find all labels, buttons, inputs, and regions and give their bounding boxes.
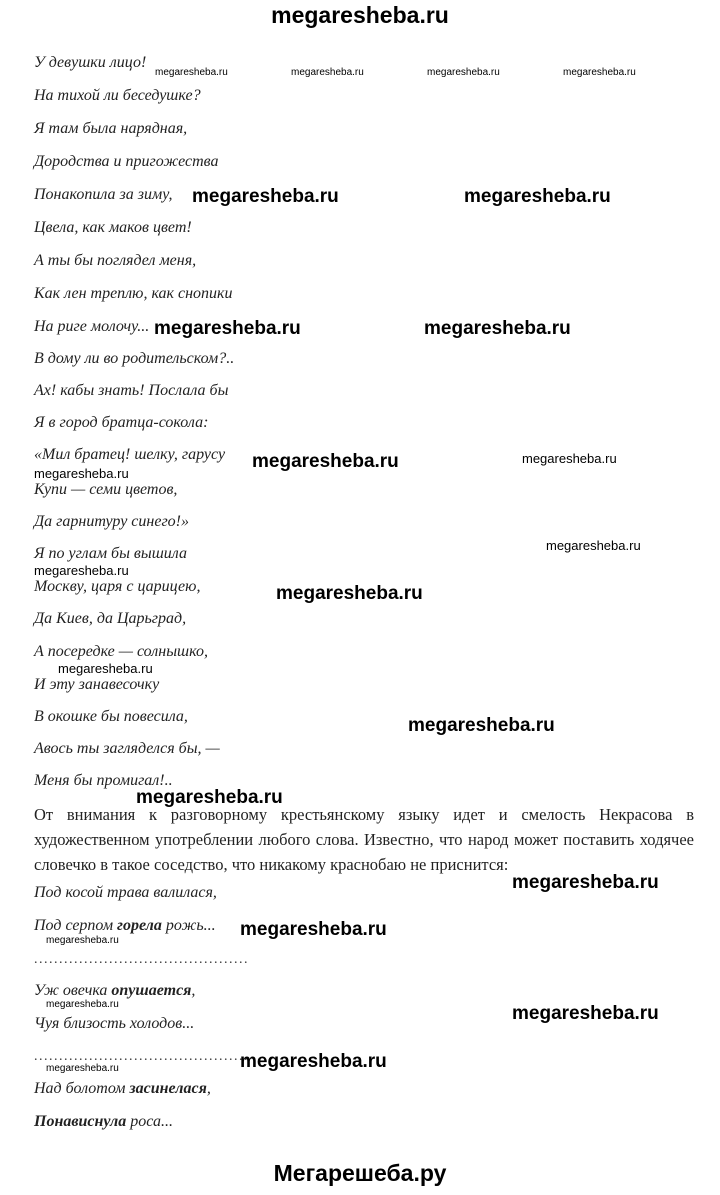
example-text: Под серпом [34, 917, 118, 934]
verse-line: Как лен треплю, как снопики [34, 285, 233, 302]
watermark: megaresheba.ru [464, 186, 611, 207]
example-emphasis: горела [117, 917, 162, 934]
example-emphasis: Понависнула [34, 1113, 127, 1130]
example-line [34, 982, 195, 1000]
example-text: Уж овечка [34, 982, 112, 999]
site-header: megaresheba.ru [271, 2, 449, 28]
example-line: Под косой трава валилася, [34, 884, 217, 901]
verse-line: Я по углам бы вышила [34, 545, 187, 562]
example-text: , [191, 982, 196, 999]
verse-line: Понакопила за зиму, [34, 186, 173, 203]
verse-line: Да Киев, да Царьград, [34, 610, 187, 627]
verse-line: А ты бы поглядел меня, [34, 252, 197, 269]
verse-line: На тихой ли беседушке? [34, 87, 201, 104]
watermark: megaresheba.ru [46, 999, 119, 1010]
verse-line: На риге молочу... [34, 318, 150, 335]
example-text: рожь... [161, 917, 216, 934]
watermark: megaresheba.ru [512, 1003, 659, 1024]
watermark: megaresheba.ru [46, 1063, 119, 1074]
watermark: megaresheba.ru [291, 67, 364, 78]
verse-line: В окошке бы повесила, [34, 708, 188, 725]
verse-line: Ах! кабы знать! Послала бы [34, 382, 229, 399]
watermark: megaresheba.ru [563, 67, 636, 78]
site-footer: Мегарешеба.ру [273, 1160, 447, 1186]
verse-line: Авось ты загляделся бы, — [34, 740, 220, 757]
example-emphasis: засинелася [129, 1080, 207, 1097]
verse-line: У девушки лицо! [34, 54, 147, 71]
example-line: Чуя близость холодов... [34, 1015, 195, 1032]
watermark: megaresheba.ru [155, 67, 228, 78]
watermark: megaresheba.ru [34, 563, 129, 578]
verse-line: Да гарнитуру синего!» [34, 513, 190, 530]
watermark: megaresheba.ru [192, 186, 339, 207]
watermark: megaresheba.ru [240, 1051, 387, 1072]
watermark: megaresheba.ru [427, 67, 500, 78]
verse-line: Дородства и пригожества [34, 153, 219, 170]
verse-line: И эту занавесочку [34, 676, 160, 693]
example-line [34, 917, 216, 935]
verse-line: А посередке — солнышко, [34, 643, 208, 660]
example-line [34, 1113, 173, 1131]
ellipsis-divider: ........................................... [34, 1049, 249, 1064]
watermark: megaresheba.ru [154, 318, 301, 339]
watermark: megaresheba.ru [276, 583, 423, 604]
verse-line: В дому ли во родительском?.. [34, 350, 235, 367]
ellipsis-divider: ........................................... [34, 952, 249, 967]
example-text: , [206, 1080, 211, 1097]
watermark: megaresheba.ru [512, 872, 659, 893]
example-text: роса... [126, 1113, 173, 1130]
watermark: megaresheba.ru [252, 451, 399, 472]
watermark: megaresheba.ru [240, 919, 387, 940]
verse-line: Я там была нарядная, [34, 120, 188, 137]
watermark: megaresheba.ru [546, 538, 641, 553]
verse-line: Цвела, как маков цвет! [34, 219, 192, 236]
verse-line: «Мил братец! шелку, гарусу [34, 446, 226, 463]
watermark: megaresheba.ru [522, 451, 617, 466]
verse-line: Купи — семи цветов, [34, 481, 178, 498]
watermark: megaresheba.ru [424, 318, 571, 339]
watermark: megaresheba.ru [34, 466, 129, 481]
example-line [34, 1080, 211, 1098]
verse-line: Я в город братца-сокола: [34, 414, 209, 431]
prose-paragraph: От внимания к разговорному крестьянскому языку идет и смелость Некрасова в художественном употреблении любого слова. Известно, что народ может поставить ходячее словечко в такое соседство, что никакому краснобаю не приснится: [34, 805, 694, 874]
watermark: megaresheba.ru [46, 935, 119, 946]
watermark: megaresheba.ru [58, 661, 153, 676]
watermark: megaresheba.ru [136, 787, 283, 808]
watermark: megaresheba.ru [408, 715, 555, 736]
example-text: Над болотом [34, 1080, 130, 1097]
verse-line: Москву, царя с царицею, [34, 578, 201, 595]
verse-line: Меня бы промигал!.. [34, 772, 173, 789]
example-emphasis: опушается [111, 982, 192, 999]
